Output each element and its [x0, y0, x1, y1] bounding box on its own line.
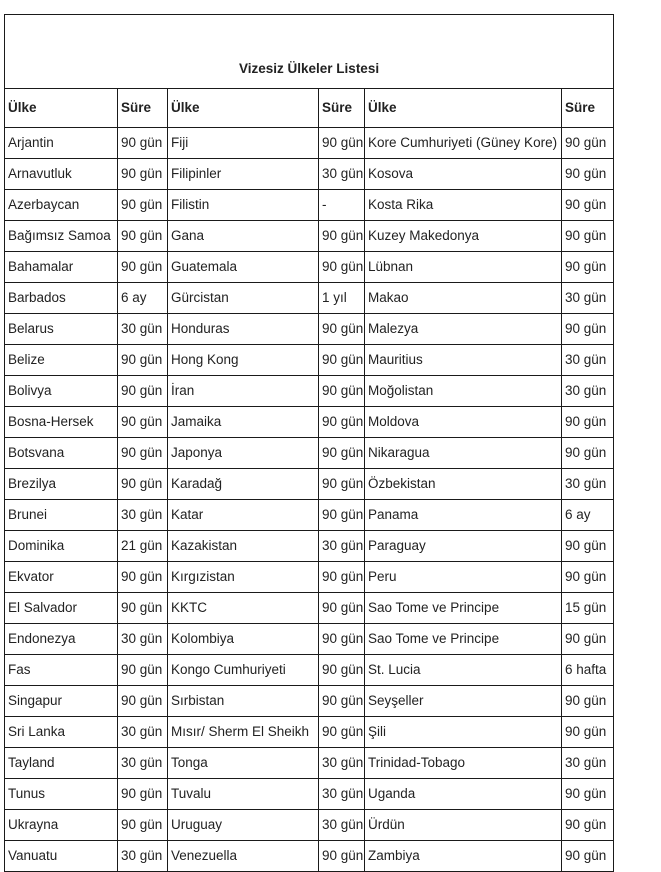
duration-cell: 90 gün [562, 779, 614, 810]
country-cell: Arjantin [5, 128, 118, 159]
country-cell: Uruguay [168, 810, 319, 841]
duration-cell: 90 gün [118, 190, 168, 221]
country-cell: Bağımsız Samoa [5, 221, 118, 252]
duration-cell: 90 gün [562, 438, 614, 469]
header-duration: Süre [118, 89, 168, 128]
country-cell: Kosta Rika [365, 190, 562, 221]
duration-cell: 30 gün [319, 779, 365, 810]
country-cell: Sırbistan [168, 686, 319, 717]
country-cell: Azerbaycan [5, 190, 118, 221]
duration-cell: 30 gün [562, 376, 614, 407]
duration-cell: 15 gün [562, 593, 614, 624]
duration-cell: 30 gün [319, 531, 365, 562]
duration-cell: 30 gün [118, 624, 168, 655]
country-cell: Endonezya [5, 624, 118, 655]
country-cell: Karadağ [168, 469, 319, 500]
duration-cell: 30 gün [118, 748, 168, 779]
duration-cell: 90 gün [562, 841, 614, 872]
duration-cell: 90 gün [118, 128, 168, 159]
duration-cell: 90 gün [118, 252, 168, 283]
country-cell: Kongo Cumhuriyeti [168, 655, 319, 686]
country-cell: Bosna-Hersek [5, 407, 118, 438]
country-cell: Kırgızistan [168, 562, 319, 593]
duration-cell: 90 gün [118, 655, 168, 686]
table-row [5, 283, 614, 314]
header-duration: Süre [319, 89, 365, 128]
country-cell: Mauritius [365, 345, 562, 376]
country-cell: Fas [5, 655, 118, 686]
table-row [5, 593, 614, 624]
country-cell: Paraguay [365, 531, 562, 562]
table-row [5, 779, 614, 810]
country-cell: Ukrayna [5, 810, 118, 841]
country-cell: Sri Lanka [5, 717, 118, 748]
country-cell: Filistin [168, 190, 319, 221]
duration-cell: 90 gün [118, 376, 168, 407]
duration-cell: 90 gün [319, 655, 365, 686]
table-row [5, 748, 614, 779]
country-cell: Arnavutluk [5, 159, 118, 190]
table-row [5, 717, 614, 748]
country-cell: Honduras [168, 314, 319, 345]
country-cell: Moğolistan [365, 376, 562, 407]
duration-cell: 90 gün [319, 252, 365, 283]
duration-cell: 90 gün [319, 841, 365, 872]
table-row [5, 841, 614, 872]
country-cell: Ekvator [5, 562, 118, 593]
duration-cell: 30 gün [562, 345, 614, 376]
table-row [5, 159, 614, 190]
duration-cell: 30 gün [562, 748, 614, 779]
table-row [5, 686, 614, 717]
table-row [5, 500, 614, 531]
duration-cell: 90 gün [562, 407, 614, 438]
duration-cell: 90 gün [562, 252, 614, 283]
table-title: Vizesiz Ülkeler Listesi [5, 15, 614, 89]
table-row [5, 562, 614, 593]
duration-cell: 30 gün [118, 717, 168, 748]
duration-cell: - [319, 190, 365, 221]
duration-cell: 90 gün [319, 221, 365, 252]
duration-cell: 30 gün [118, 500, 168, 531]
country-cell: Özbekistan [365, 469, 562, 500]
header-country: Ülke [168, 89, 319, 128]
table-row [5, 407, 614, 438]
duration-cell: 90 gün [118, 562, 168, 593]
country-cell: Makao [365, 283, 562, 314]
country-cell: Barbados [5, 283, 118, 314]
country-cell: Lübnan [365, 252, 562, 283]
country-cell: Kosova [365, 159, 562, 190]
duration-cell: 90 gün [562, 314, 614, 345]
country-cell: Botsvana [5, 438, 118, 469]
country-cell: Sao Tome ve Principe [365, 593, 562, 624]
country-cell: Bahamalar [5, 252, 118, 283]
duration-cell: 30 gün [118, 841, 168, 872]
country-cell: Fiji [168, 128, 319, 159]
country-cell: Seyşeller [365, 686, 562, 717]
duration-cell: 90 gün [319, 562, 365, 593]
duration-cell: 90 gün [319, 469, 365, 500]
duration-cell: 30 gün [562, 469, 614, 500]
table-row [5, 469, 614, 500]
country-cell: Zambiya [365, 841, 562, 872]
table-row [5, 252, 614, 283]
table-row [5, 438, 614, 469]
duration-cell: 90 gün [562, 221, 614, 252]
country-cell: Kore Cumhuriyeti (Güney Kore) [365, 128, 562, 159]
duration-cell: 30 gün [319, 810, 365, 841]
country-cell: Tayland [5, 748, 118, 779]
country-cell: Vanuatu [5, 841, 118, 872]
table-body [5, 15, 614, 872]
country-cell: Brunei [5, 500, 118, 531]
duration-cell: 90 gün [562, 624, 614, 655]
country-cell: Mısır/ Sherm El Sheikh [168, 717, 319, 748]
header-country: Ülke [5, 89, 118, 128]
country-cell: Singapur [5, 686, 118, 717]
duration-cell: 90 gün [319, 128, 365, 159]
duration-cell: 90 gün [562, 531, 614, 562]
duration-cell: 21 gün [118, 531, 168, 562]
duration-cell: 90 gün [562, 686, 614, 717]
table-row [5, 531, 614, 562]
table-header-row [5, 89, 614, 128]
country-cell: Uganda [365, 779, 562, 810]
duration-cell: 90 gün [118, 438, 168, 469]
country-cell: St. Lucia [365, 655, 562, 686]
duration-cell: 30 gün [562, 283, 614, 314]
table-row [5, 624, 614, 655]
country-cell: Venezuella [168, 841, 319, 872]
duration-cell: 90 gün [118, 779, 168, 810]
duration-cell: 30 gün [118, 314, 168, 345]
duration-cell: 90 gün [319, 686, 365, 717]
country-cell: Katar [168, 500, 319, 531]
country-cell: Tunus [5, 779, 118, 810]
duration-cell: 90 gün [319, 314, 365, 345]
country-cell: Moldova [365, 407, 562, 438]
duration-cell: 90 gün [319, 593, 365, 624]
country-cell: Sao Tome ve Principe [365, 624, 562, 655]
country-cell: İran [168, 376, 319, 407]
duration-cell: 6 ay [118, 283, 168, 314]
table-row [5, 655, 614, 686]
country-cell: Japonya [168, 438, 319, 469]
table-row [5, 314, 614, 345]
duration-cell: 90 gün [118, 221, 168, 252]
duration-cell: 90 gün [562, 562, 614, 593]
country-cell: Kolombiya [168, 624, 319, 655]
duration-cell: 90 gün [319, 376, 365, 407]
duration-cell: 90 gün [562, 190, 614, 221]
duration-cell: 6 hafta [562, 655, 614, 686]
duration-cell: 90 gün [319, 500, 365, 531]
country-cell: Gana [168, 221, 319, 252]
duration-cell: 90 gün [562, 810, 614, 841]
country-cell: Panama [365, 500, 562, 531]
country-cell: Şili [365, 717, 562, 748]
duration-cell: 90 gün [319, 345, 365, 376]
country-cell: Brezilya [5, 469, 118, 500]
visa-free-countries-table [4, 14, 614, 872]
duration-cell: 90 gün [319, 407, 365, 438]
country-cell: Tonga [168, 748, 319, 779]
duration-cell: 30 gün [319, 159, 365, 190]
table-row [5, 128, 614, 159]
country-cell: KKTC [168, 593, 319, 624]
country-cell: Malezya [365, 314, 562, 345]
duration-cell: 90 gün [562, 128, 614, 159]
country-cell: Kuzey Makedonya [365, 221, 562, 252]
table-row [5, 190, 614, 221]
country-cell: Belize [5, 345, 118, 376]
country-cell: El Salvador [5, 593, 118, 624]
duration-cell: 90 gün [562, 159, 614, 190]
duration-cell: 90 gün [118, 407, 168, 438]
country-cell: Bolivya [5, 376, 118, 407]
country-cell: Belarus [5, 314, 118, 345]
country-cell: Tuvalu [168, 779, 319, 810]
country-cell: Peru [365, 562, 562, 593]
table-row [5, 376, 614, 407]
header-country: Ülke [365, 89, 562, 128]
duration-cell: 90 gün [118, 810, 168, 841]
table-row [5, 810, 614, 841]
table-row [5, 221, 614, 252]
duration-cell: 90 gün [118, 159, 168, 190]
duration-cell: 30 gün [319, 748, 365, 779]
duration-cell: 90 gün [118, 345, 168, 376]
country-cell: Hong Kong [168, 345, 319, 376]
table-title-row [5, 15, 614, 89]
duration-cell: 90 gün [118, 593, 168, 624]
duration-cell: 90 gün [319, 717, 365, 748]
country-cell: Ürdün [365, 810, 562, 841]
duration-cell: 90 gün [118, 469, 168, 500]
duration-cell: 90 gün [562, 717, 614, 748]
table-row [5, 345, 614, 376]
duration-cell: 6 ay [562, 500, 614, 531]
country-cell: Jamaika [168, 407, 319, 438]
country-cell: Dominika [5, 531, 118, 562]
header-duration: Süre [562, 89, 614, 128]
country-cell: Kazakistan [168, 531, 319, 562]
country-cell: Filipinler [168, 159, 319, 190]
duration-cell: 90 gün [319, 624, 365, 655]
country-cell: Nikaragua [365, 438, 562, 469]
duration-cell: 1 yıl [319, 283, 365, 314]
country-cell: Guatemala [168, 252, 319, 283]
country-cell: Trinidad-Tobago [365, 748, 562, 779]
country-cell: Gürcistan [168, 283, 319, 314]
duration-cell: 90 gün [118, 686, 168, 717]
duration-cell: 90 gün [319, 438, 365, 469]
